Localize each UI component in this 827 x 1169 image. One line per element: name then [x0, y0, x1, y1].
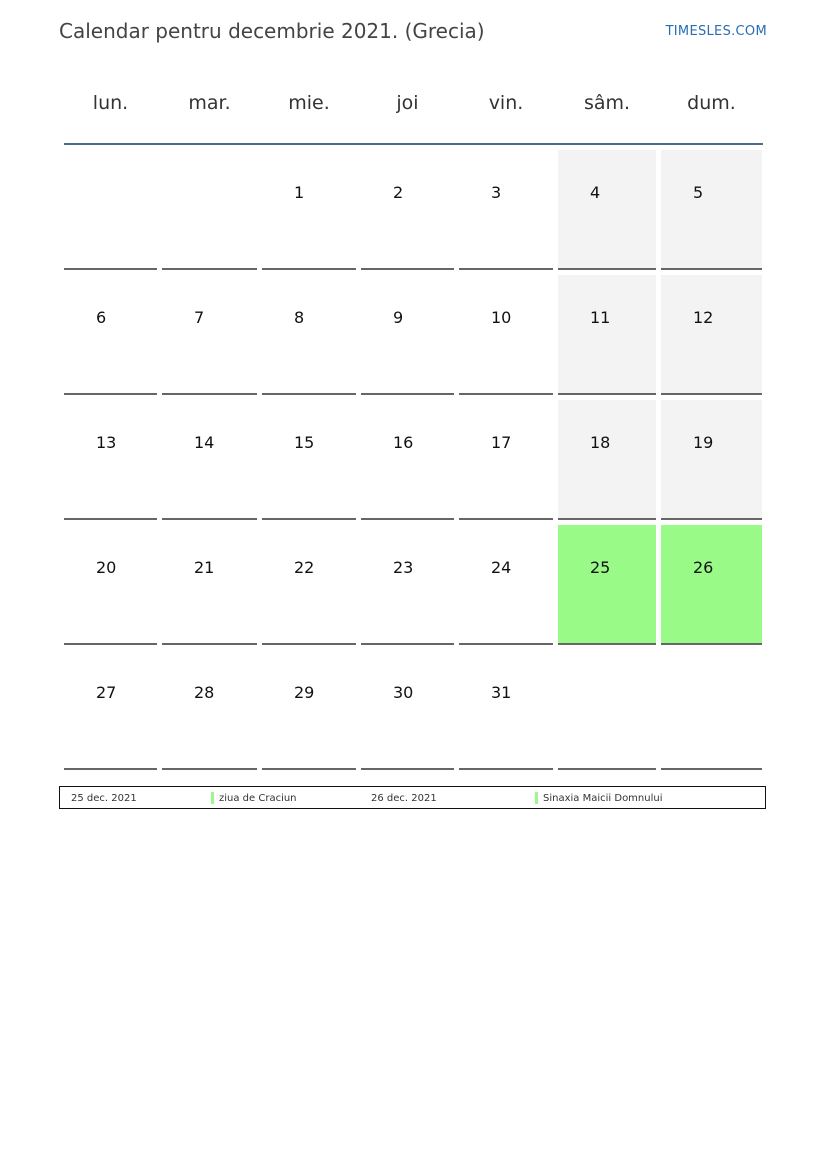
day-number: 16	[393, 433, 414, 452]
weekday-header	[64, 80, 763, 145]
day-number: 27	[96, 683, 117, 702]
day-number: 14	[194, 433, 215, 452]
day-number: 30	[393, 683, 414, 702]
day-number: 2	[393, 183, 404, 202]
day-number: 10	[491, 308, 512, 327]
day-number: 17	[491, 433, 512, 452]
day-number: 29	[294, 683, 315, 702]
day-cell	[361, 650, 454, 770]
day-cell	[262, 150, 356, 270]
day-cell	[64, 650, 157, 770]
day-cell	[361, 525, 454, 645]
page-title: Calendar pentru decembrie 2021. (Grecia)	[59, 19, 485, 43]
day-cell	[162, 525, 257, 645]
day-cell	[661, 400, 762, 520]
day-cell	[558, 400, 656, 520]
day-number: 3	[491, 183, 502, 202]
day-number: 8	[294, 308, 305, 327]
week-row	[64, 525, 763, 645]
day-number: 5	[693, 183, 704, 202]
day-cell	[262, 650, 356, 770]
empty-day-cell	[162, 150, 257, 270]
day-number: 4	[590, 183, 601, 202]
weekday-label: mar.	[188, 92, 231, 114]
weekday-label: joi	[396, 92, 419, 114]
day-cell	[64, 275, 157, 395]
day-cell	[459, 525, 553, 645]
day-cell	[661, 150, 762, 270]
week-row	[64, 400, 763, 520]
day-cell	[459, 150, 553, 270]
weekday-label: mie.	[288, 92, 330, 114]
day-cell	[162, 400, 257, 520]
day-number: 22	[294, 558, 315, 577]
weekday-label: dum.	[687, 92, 736, 114]
day-number: 19	[693, 433, 714, 452]
day-cell	[262, 525, 356, 645]
weekday-label: lun.	[92, 92, 129, 114]
day-number: 25	[590, 558, 611, 577]
day-cell	[558, 150, 656, 270]
weekday-label: vin.	[488, 92, 524, 114]
day-cell	[64, 400, 157, 520]
empty-day-cell	[558, 650, 656, 770]
holiday-legend	[59, 786, 766, 809]
day-cell	[262, 275, 356, 395]
day-number: 11	[590, 308, 611, 327]
day-number: 28	[194, 683, 215, 702]
day-number: 26	[693, 558, 714, 577]
day-number: 12	[693, 308, 714, 327]
day-number: 6	[96, 308, 107, 327]
day-cell	[162, 275, 257, 395]
week-row	[64, 650, 763, 770]
calendar-grid	[64, 80, 763, 770]
day-cell	[162, 650, 257, 770]
legend-color-marker	[535, 792, 538, 804]
day-number: 21	[194, 558, 215, 577]
day-number: 24	[491, 558, 512, 577]
day-cell	[361, 400, 454, 520]
empty-day-cell	[661, 650, 762, 770]
day-cell	[459, 275, 553, 395]
day-number: 20	[96, 558, 117, 577]
legend-color-marker	[211, 792, 214, 804]
day-cell	[661, 275, 762, 395]
holiday-day-cell	[661, 525, 762, 645]
legend-date: 26 dec. 2021	[371, 793, 437, 804]
day-cell	[558, 275, 656, 395]
week-row	[64, 150, 763, 270]
legend-holiday-name: ziua de Craciun	[219, 793, 297, 804]
brand-link[interactable]: TIMESLES.COM	[665, 24, 767, 39]
day-cell	[262, 400, 356, 520]
empty-day-cell	[64, 150, 157, 270]
day-number: 23	[393, 558, 414, 577]
day-cell	[64, 525, 157, 645]
day-cell	[361, 275, 454, 395]
day-number: 1	[294, 183, 305, 202]
day-number: 18	[590, 433, 611, 452]
week-row	[64, 275, 763, 395]
legend-holiday-name: Sinaxia Maicii Domnului	[543, 793, 663, 804]
day-number: 31	[491, 683, 512, 702]
day-number: 13	[96, 433, 117, 452]
day-number: 7	[194, 308, 205, 327]
day-cell	[361, 150, 454, 270]
holiday-day-cell	[558, 525, 656, 645]
weeks-container	[64, 150, 763, 770]
weekday-label: sâm.	[583, 92, 631, 114]
day-cell	[459, 650, 553, 770]
day-number: 9	[393, 308, 404, 327]
day-number: 15	[294, 433, 315, 452]
day-cell	[459, 400, 553, 520]
legend-date: 25 dec. 2021	[71, 793, 137, 804]
